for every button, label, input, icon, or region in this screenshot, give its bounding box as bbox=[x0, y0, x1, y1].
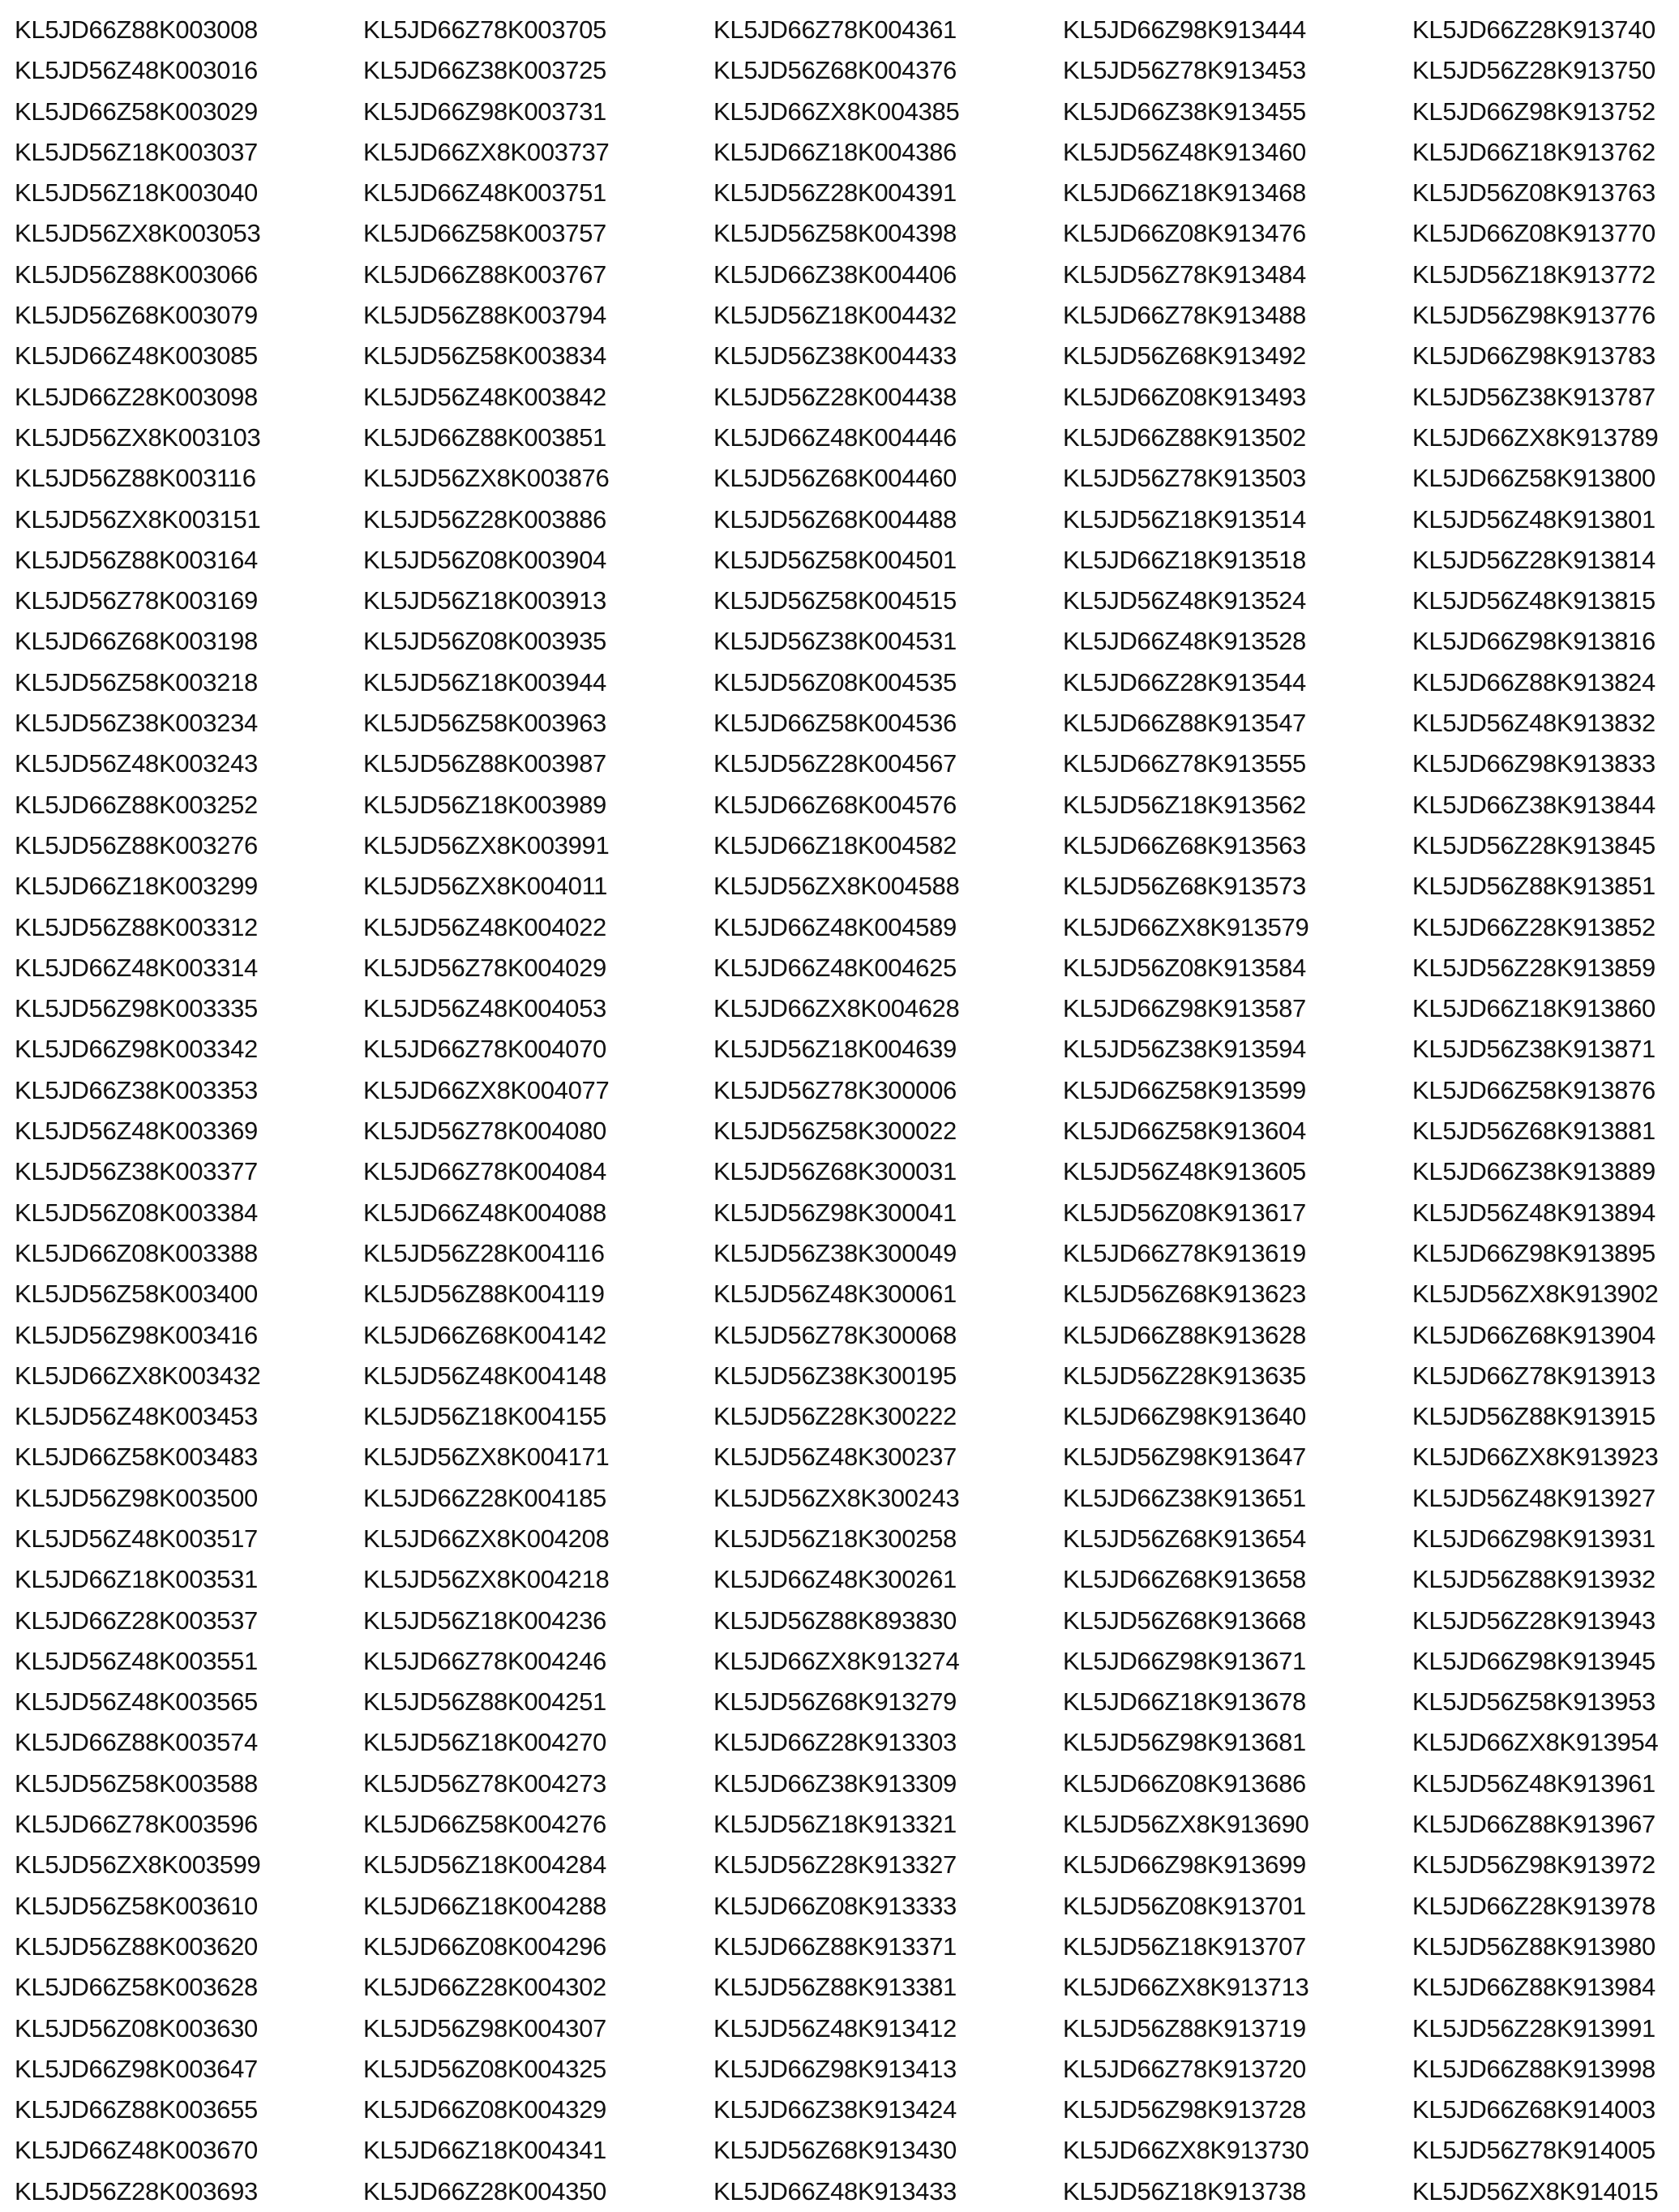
vin-entry: KL5JD56Z78K004080 bbox=[363, 1117, 606, 1146]
vin-entry: KL5JD66Z88K913502 bbox=[1063, 422, 1306, 452]
vin-entry: KL5JD66ZX8K004077 bbox=[363, 1075, 610, 1104]
vin-entry: KL5JD66Z38K003725 bbox=[363, 56, 606, 85]
vin-entry: KL5JD66Z48K003670 bbox=[15, 2136, 258, 2165]
vin-entry: KL5JD56Z38K004531 bbox=[713, 627, 957, 656]
vin-entry: KL5JD56Z88K913980 bbox=[1412, 1931, 1655, 1961]
vin-entry: KL5JD56Z28K913750 bbox=[1412, 56, 1655, 85]
vin-entry: KL5JD66Z68K913563 bbox=[1063, 830, 1306, 860]
vin-entry: KL5JD56Z78K913503 bbox=[1063, 464, 1306, 493]
vin-entry: KL5JD56Z28K913943 bbox=[1412, 1605, 1655, 1635]
vin-entry: KL5JD66Z68K004576 bbox=[713, 790, 957, 819]
vin-entry: KL5JD66Z68K003198 bbox=[15, 627, 258, 656]
vin-entry: KL5JD56Z38K003234 bbox=[15, 709, 258, 738]
vin-entry: KL5JD66ZX8K913730 bbox=[1063, 2136, 1309, 2165]
vin-entry: KL5JD56Z28K004438 bbox=[713, 382, 957, 411]
vin-entry: KL5JD66Z08K913493 bbox=[1063, 382, 1306, 411]
vin-entry: KL5JD66ZX8K913923 bbox=[1412, 1443, 1659, 1472]
vin-entry: KL5JD56Z78K004029 bbox=[363, 953, 606, 982]
vin-entry: KL5JD56Z28K913327 bbox=[713, 1850, 957, 1880]
vin-entry: KL5JD56Z98K300041 bbox=[713, 1198, 957, 1227]
vin-entry: KL5JD66ZX8K913713 bbox=[1063, 1973, 1309, 2002]
vin-entry: KL5JD56Z38K004433 bbox=[713, 341, 957, 371]
vin-entry: KL5JD56Z08K913763 bbox=[1412, 178, 1655, 208]
vin-entry: KL5JD56Z88K913851 bbox=[1412, 872, 1655, 901]
vin-entry: KL5JD56Z28K913635 bbox=[1063, 1361, 1306, 1390]
vin-entry: KL5JD56Z88K003066 bbox=[15, 259, 258, 289]
vin-entry: KL5JD66Z48K004088 bbox=[363, 1198, 606, 1227]
vin-column-2 bbox=[363, 10, 609, 2212]
vin-entry: KL5JD66Z58K003757 bbox=[363, 219, 606, 248]
vin-entry: KL5JD56Z38K300195 bbox=[713, 1361, 957, 1390]
vin-entry: KL5JD66Z08K913476 bbox=[1063, 219, 1306, 248]
vin-entry: KL5JD56ZX8K003053 bbox=[15, 219, 261, 248]
vin-entry: KL5JD56Z48K003551 bbox=[15, 1646, 258, 1675]
vin-entry: KL5JD56Z88K003987 bbox=[363, 749, 606, 778]
vin-entry: KL5JD66ZX8K003432 bbox=[15, 1361, 261, 1390]
vin-entry: KL5JD56ZX8K004171 bbox=[363, 1443, 610, 1472]
vin-entry: KL5JD56Z18K003989 bbox=[363, 790, 606, 819]
vin-entry: KL5JD66Z88K913998 bbox=[1412, 2054, 1655, 2083]
vin-entry: KL5JD66Z68K004142 bbox=[363, 1320, 606, 1349]
vin-entry: KL5JD56Z58K913953 bbox=[1412, 1687, 1655, 1717]
vin-entry: KL5JD56ZX8K003103 bbox=[15, 422, 261, 452]
vin-entry: KL5JD66Z98K913816 bbox=[1412, 627, 1655, 656]
vin-entry: KL5JD56Z58K003400 bbox=[15, 1280, 258, 1309]
vin-entry: KL5JD56Z58K003218 bbox=[15, 667, 258, 697]
vin-entry: KL5JD56Z38K300049 bbox=[713, 1238, 957, 1267]
vin-entry: KL5JD66Z38K003353 bbox=[15, 1075, 258, 1104]
vin-entry: KL5JD56Z68K913623 bbox=[1063, 1280, 1306, 1309]
vin-entry: KL5JD66Z98K913413 bbox=[713, 2054, 957, 2083]
vin-entry: KL5JD66ZX8K003737 bbox=[363, 137, 610, 166]
vin-entry: KL5JD66Z48K003751 bbox=[363, 178, 606, 208]
vin-entry: KL5JD56Z48K913927 bbox=[1412, 1483, 1655, 1512]
vin-entry: KL5JD56Z48K913801 bbox=[1412, 504, 1655, 534]
vin-entry: KL5JD66Z98K913752 bbox=[1412, 96, 1655, 126]
vin-entry: KL5JD56Z08K004535 bbox=[713, 667, 957, 697]
vin-entry: KL5JD66Z28K003537 bbox=[15, 1605, 258, 1635]
vin-entry: KL5JD66ZX8K913954 bbox=[1412, 1728, 1659, 1757]
vin-entry: KL5JD56ZX8K913902 bbox=[1412, 1280, 1659, 1309]
vin-entry: KL5JD56Z18K004270 bbox=[363, 1728, 606, 1757]
vin-entry: KL5JD56Z28K003693 bbox=[15, 2176, 258, 2206]
vin-entry: KL5JD56Z78K003169 bbox=[15, 586, 258, 615]
vin-entry: KL5JD56ZX8K003876 bbox=[363, 464, 610, 493]
vin-entry: KL5JD66Z88K913628 bbox=[1063, 1320, 1306, 1349]
vin-entry: KL5JD56Z28K913845 bbox=[1412, 830, 1655, 860]
vin-entry: KL5JD56Z88K004251 bbox=[363, 1687, 606, 1717]
vin-entry: KL5JD56Z68K913573 bbox=[1063, 872, 1306, 901]
vin-entry: KL5JD66Z48K003314 bbox=[15, 953, 258, 982]
vin-entry: KL5JD56Z98K003416 bbox=[15, 1320, 258, 1349]
vin-entry: KL5JD66Z28K913852 bbox=[1412, 912, 1655, 941]
vin-entry: KL5JD66Z28K004185 bbox=[363, 1483, 606, 1512]
vin-entry: KL5JD66Z58K003483 bbox=[15, 1443, 258, 1472]
vin-entry: KL5JD56Z98K913972 bbox=[1412, 1850, 1655, 1880]
vin-entry: KL5JD56Z78K300006 bbox=[713, 1075, 957, 1104]
vin-entry: KL5JD56ZX8K004011 bbox=[363, 872, 608, 901]
vin-entry: KL5JD56Z48K913894 bbox=[1412, 1198, 1655, 1227]
vin-entry: KL5JD56Z08K003630 bbox=[15, 2013, 258, 2043]
vin-entry: KL5JD66Z68K914003 bbox=[1412, 2095, 1655, 2124]
vin-entry: KL5JD66Z78K913720 bbox=[1063, 2054, 1306, 2083]
vin-entry: KL5JD66Z48K004625 bbox=[713, 953, 957, 982]
vin-entry: KL5JD56Z48K004053 bbox=[363, 994, 606, 1023]
vin-entry: KL5JD66Z28K913544 bbox=[1063, 667, 1306, 697]
vin-entry: KL5JD66Z58K913876 bbox=[1412, 1075, 1655, 1104]
vin-entry: KL5JD66Z58K003029 bbox=[15, 96, 258, 126]
vin-entry: KL5JD56Z58K003963 bbox=[363, 709, 606, 738]
vin-entry: KL5JD56Z08K003904 bbox=[363, 545, 606, 574]
vin-entry: KL5JD66Z98K913945 bbox=[1412, 1646, 1655, 1675]
vin-entry: KL5JD66Z28K004302 bbox=[363, 1973, 606, 2002]
vin-entry: KL5JD56Z68K913654 bbox=[1063, 1524, 1306, 1553]
vin-entry: KL5JD56Z68K004376 bbox=[713, 56, 957, 85]
vin-entry: KL5JD56Z28K913991 bbox=[1412, 2013, 1655, 2043]
vin-entry: KL5JD56Z68K913668 bbox=[1063, 1605, 1306, 1635]
vin-entry: KL5JD56Z68K913881 bbox=[1412, 1117, 1655, 1146]
vin-entry: KL5JD66Z18K913762 bbox=[1412, 137, 1655, 166]
vin-entry: KL5JD56Z18K913562 bbox=[1063, 790, 1306, 819]
vin-entry: KL5JD56Z68K004488 bbox=[713, 504, 957, 534]
vin-entry: KL5JD56Z78K914005 bbox=[1412, 2136, 1655, 2165]
vin-entry: KL5JD56Z68K913492 bbox=[1063, 341, 1306, 371]
vin-entry: KL5JD56Z38K913871 bbox=[1412, 1035, 1655, 1064]
vin-entry: KL5JD66Z48K003085 bbox=[15, 341, 258, 371]
vin-entry: KL5JD56Z88K003794 bbox=[363, 301, 606, 330]
vin-entry: KL5JD56Z08K003384 bbox=[15, 1198, 258, 1227]
vin-entry: KL5JD56Z18K913772 bbox=[1412, 259, 1655, 289]
vin-entry: KL5JD66Z78K003596 bbox=[15, 1810, 258, 1839]
vin-entry: KL5JD56Z28K004116 bbox=[363, 1238, 605, 1267]
vin-entry: KL5JD66Z98K003731 bbox=[363, 96, 606, 126]
vin-entry: KL5JD56Z98K913776 bbox=[1412, 301, 1655, 330]
vin-entry: KL5JD56Z78K913484 bbox=[1063, 259, 1306, 289]
vin-entry: KL5JD66Z38K913889 bbox=[1412, 1157, 1655, 1186]
vin-entry: KL5JD66Z88K913824 bbox=[1412, 667, 1655, 697]
vin-entry: KL5JD56Z68K004460 bbox=[713, 464, 957, 493]
vin-entry: KL5JD66Z78K003705 bbox=[363, 15, 606, 44]
vin-entry: KL5JD56Z98K913728 bbox=[1063, 2095, 1306, 2124]
vin-entry: KL5JD56Z88K913381 bbox=[713, 1973, 957, 2002]
vin-entry: KL5JD56Z38K913787 bbox=[1412, 382, 1655, 411]
vin-entry: KL5JD56Z88K913915 bbox=[1412, 1402, 1655, 1431]
vin-entry: KL5JD56Z18K003040 bbox=[15, 178, 258, 208]
vin-entry: KL5JD66Z88K003655 bbox=[15, 2095, 258, 2124]
vin-entry: KL5JD56Z38K913594 bbox=[1063, 1035, 1306, 1064]
vin-entry: KL5JD56Z28K300222 bbox=[713, 1402, 957, 1431]
vin-entry: KL5JD56Z68K913430 bbox=[713, 2136, 957, 2165]
vin-entry: KL5JD56ZX8K914015 bbox=[1412, 2176, 1659, 2206]
vin-entry: KL5JD66Z08K913770 bbox=[1412, 219, 1655, 248]
vin-entry: KL5JD66Z38K913844 bbox=[1412, 790, 1655, 819]
vin-entry: KL5JD66ZX8K913579 bbox=[1063, 912, 1309, 941]
vin-entry: KL5JD66Z98K913833 bbox=[1412, 749, 1655, 778]
vin-entry: KL5JD56Z18K004639 bbox=[713, 1035, 957, 1064]
vin-entry: KL5JD66Z68K913658 bbox=[1063, 1565, 1306, 1594]
vin-entry: KL5JD66Z78K913619 bbox=[1063, 1238, 1306, 1267]
vin-entry: KL5JD56Z18K004236 bbox=[363, 1605, 606, 1635]
vin-entry: KL5JD56Z18K004155 bbox=[363, 1402, 606, 1431]
vin-entry: KL5JD56ZX8K300243 bbox=[713, 1483, 960, 1512]
vin-entry: KL5JD56Z08K003935 bbox=[363, 627, 606, 656]
vin-entry: KL5JD66ZX8K004628 bbox=[713, 994, 960, 1023]
vin-entry: KL5JD66Z18K004341 bbox=[363, 2136, 606, 2165]
vin-entry: KL5JD56Z78K300068 bbox=[713, 1320, 957, 1349]
vin-entry: KL5JD56Z48K003243 bbox=[15, 749, 258, 778]
vin-entry: KL5JD56Z98K003335 bbox=[15, 994, 258, 1023]
vin-entry: KL5JD56Z88K003116 bbox=[15, 464, 256, 493]
vin-entry: KL5JD66Z28K913740 bbox=[1412, 15, 1655, 44]
vin-entry: KL5JD66Z08K004329 bbox=[363, 2095, 606, 2124]
vin-entry: KL5JD56Z48K004022 bbox=[363, 912, 606, 941]
vin-entry: KL5JD66Z48K004446 bbox=[713, 422, 957, 452]
vin-column-5 bbox=[1412, 10, 1658, 2212]
vin-entry: KL5JD56Z88K003312 bbox=[15, 912, 258, 941]
vin-column-1 bbox=[15, 10, 260, 2212]
vin-entry: KL5JD56Z18K003944 bbox=[363, 667, 606, 697]
vin-entry: KL5JD56Z48K913832 bbox=[1412, 709, 1655, 738]
vin-entry: KL5JD56ZX8K913690 bbox=[1063, 1810, 1309, 1839]
vin-entry: KL5JD66Z58K913604 bbox=[1063, 1117, 1306, 1146]
vin-entry: KL5JD66Z18K913678 bbox=[1063, 1687, 1306, 1717]
vin-entry: KL5JD66Z18K004288 bbox=[363, 1891, 606, 1920]
vin-entry: KL5JD56Z48K913815 bbox=[1412, 586, 1655, 615]
vin-entry: KL5JD66Z48K300261 bbox=[713, 1565, 957, 1594]
vin-entry: KL5JD66Z78K004084 bbox=[363, 1157, 606, 1186]
vin-entry: KL5JD66Z18K003299 bbox=[15, 872, 258, 901]
vin-entry: KL5JD56Z48K300061 bbox=[713, 1280, 957, 1309]
vin-entry: KL5JD66Z18K913468 bbox=[1063, 178, 1306, 208]
vin-entry: KL5JD66Z28K003098 bbox=[15, 382, 258, 411]
vin-entry: KL5JD56Z48K003016 bbox=[15, 56, 258, 85]
vin-entry: KL5JD56Z48K913524 bbox=[1063, 586, 1306, 615]
vin-entry: KL5JD66Z98K913587 bbox=[1063, 994, 1306, 1023]
vin-entry: KL5JD66Z48K004589 bbox=[713, 912, 957, 941]
vin-entry: KL5JD66Z78K004070 bbox=[363, 1035, 606, 1064]
vin-entry: KL5JD56Z08K913617 bbox=[1063, 1198, 1306, 1227]
vin-entry: KL5JD56Z78K913453 bbox=[1063, 56, 1306, 85]
vin-entry: KL5JD56Z88K003276 bbox=[15, 830, 258, 860]
vin-entry: KL5JD66Z58K004536 bbox=[713, 709, 957, 738]
vin-entry: KL5JD66Z98K913931 bbox=[1412, 1524, 1655, 1553]
vin-entry: KL5JD56Z48K300237 bbox=[713, 1443, 957, 1472]
vin-entry: KL5JD66Z88K913371 bbox=[713, 1931, 957, 1961]
vin-entry: KL5JD66Z38K913651 bbox=[1063, 1483, 1306, 1512]
vin-entry: KL5JD66Z38K913424 bbox=[713, 2095, 957, 2124]
vin-entry: KL5JD56Z68K300031 bbox=[713, 1157, 957, 1186]
vin-entry: KL5JD56Z28K913814 bbox=[1412, 545, 1655, 574]
vin-entry: KL5JD56Z28K004567 bbox=[713, 749, 957, 778]
vin-entry: KL5JD66Z98K003647 bbox=[15, 2054, 258, 2083]
vin-entry: KL5JD56Z98K004307 bbox=[363, 2013, 606, 2043]
vin-entry: KL5JD66Z78K913488 bbox=[1063, 301, 1306, 330]
vin-entry: KL5JD56Z88K003164 bbox=[15, 545, 258, 574]
vin-entry: KL5JD56Z18K913321 bbox=[713, 1810, 957, 1839]
vin-entry: KL5JD56Z18K004284 bbox=[363, 1850, 606, 1880]
vin-entry: KL5JD66Z98K913895 bbox=[1412, 1238, 1655, 1267]
vin-entry: KL5JD56Z98K913647 bbox=[1063, 1443, 1306, 1472]
vin-entry: KL5JD56Z88K003620 bbox=[15, 1931, 258, 1961]
vin-entry: KL5JD66Z18K004582 bbox=[713, 830, 957, 860]
vin-entry: KL5JD56Z98K003500 bbox=[15, 1483, 258, 1512]
vin-entry: KL5JD56Z18K300258 bbox=[713, 1524, 957, 1553]
vin-entry: KL5JD56ZX8K003599 bbox=[15, 1850, 261, 1880]
vin-entry: KL5JD56Z08K913584 bbox=[1063, 953, 1306, 982]
vin-entry: KL5JD56Z88K004119 bbox=[363, 1280, 605, 1309]
vin-entry: KL5JD56Z28K913859 bbox=[1412, 953, 1655, 982]
vin-entry: KL5JD66Z98K913640 bbox=[1063, 1402, 1306, 1431]
vin-entry: KL5JD56Z18K913707 bbox=[1063, 1931, 1306, 1961]
vin-entry: KL5JD66Z98K913699 bbox=[1063, 1850, 1306, 1880]
vin-entry: KL5JD66Z28K004350 bbox=[363, 2176, 606, 2206]
vin-entry: KL5JD66Z38K004406 bbox=[713, 259, 957, 289]
vin-entry: KL5JD56ZX8K003991 bbox=[363, 830, 610, 860]
vin-entry: KL5JD66Z38K913309 bbox=[713, 1768, 957, 1798]
vin-entry: KL5JD66Z18K004386 bbox=[713, 137, 957, 166]
vin-entry: KL5JD56Z48K913412 bbox=[713, 2013, 957, 2043]
vin-entry: KL5JD66ZX8K913789 bbox=[1412, 422, 1659, 452]
vin-entry: KL5JD56Z48K004148 bbox=[363, 1361, 606, 1390]
vin-entry: KL5JD66Z78K913913 bbox=[1412, 1361, 1655, 1390]
vin-entry: KL5JD56Z58K004501 bbox=[713, 545, 957, 574]
vin-entry: KL5JD56Z58K004515 bbox=[713, 586, 957, 615]
vin-entry: KL5JD56Z18K003037 bbox=[15, 137, 258, 166]
vin-entry: KL5JD66Z78K004361 bbox=[713, 15, 957, 44]
vin-entry: KL5JD66Z88K003574 bbox=[15, 1728, 258, 1757]
vin-entry: KL5JD66Z08K003388 bbox=[15, 1238, 258, 1267]
vin-entry: KL5JD66Z98K003342 bbox=[15, 1035, 258, 1064]
vin-entry: KL5JD66Z48K913433 bbox=[713, 2176, 957, 2206]
vin-entry: KL5JD56Z48K003842 bbox=[363, 382, 606, 411]
vin-entry: KL5JD56Z58K004398 bbox=[713, 219, 957, 248]
vin-entry: KL5JD56Z18K004432 bbox=[713, 301, 957, 330]
vin-entry: KL5JD56Z48K913460 bbox=[1063, 137, 1306, 166]
vin-entry: KL5JD66Z28K913978 bbox=[1412, 1891, 1655, 1920]
vin-entry: KL5JD66ZX8K004385 bbox=[713, 96, 960, 126]
vin-entry: KL5JD66Z18K913860 bbox=[1412, 994, 1655, 1023]
vin-entry: KL5JD56ZX8K003151 bbox=[15, 504, 261, 534]
vin-entry: KL5JD56Z58K003834 bbox=[363, 341, 606, 371]
vin-entry: KL5JD56Z88K913932 bbox=[1412, 1565, 1655, 1594]
vin-entry: KL5JD56Z48K003369 bbox=[15, 1117, 258, 1146]
vin-entry: KL5JD56Z28K003886 bbox=[363, 504, 606, 534]
vin-column-4 bbox=[1063, 10, 1309, 2212]
vin-entry: KL5JD56Z08K004325 bbox=[363, 2054, 606, 2083]
vin-entry: KL5JD56Z18K913738 bbox=[1063, 2176, 1306, 2206]
vin-entry: KL5JD56Z08K913701 bbox=[1063, 1891, 1306, 1920]
vin-entry: KL5JD66Z78K004246 bbox=[363, 1646, 606, 1675]
vin-entry: KL5JD56Z38K003377 bbox=[15, 1157, 258, 1186]
vin-entry: KL5JD56Z98K913681 bbox=[1063, 1728, 1306, 1757]
vin-entry: KL5JD66ZX8K913274 bbox=[713, 1646, 960, 1675]
vin-entry: KL5JD56Z48K913961 bbox=[1412, 1768, 1655, 1798]
vin-entry: KL5JD66Z58K913599 bbox=[1063, 1075, 1306, 1104]
vin-entry: KL5JD56ZX8K004588 bbox=[713, 872, 960, 901]
vin-entry: KL5JD56Z28K004391 bbox=[713, 178, 957, 208]
vin-entry: KL5JD56Z58K300022 bbox=[713, 1117, 957, 1146]
vin-entry: KL5JD66Z98K913783 bbox=[1412, 341, 1655, 371]
vin-entry: KL5JD66Z08K913686 bbox=[1063, 1768, 1306, 1798]
vin-entry: KL5JD66Z88K003851 bbox=[363, 422, 606, 452]
vin-column-3 bbox=[713, 10, 959, 2212]
vin-entry: KL5JD66Z88K913984 bbox=[1412, 1973, 1655, 2002]
vin-entry: KL5JD66Z48K913528 bbox=[1063, 627, 1306, 656]
vin-entry: KL5JD66Z08K913333 bbox=[713, 1891, 957, 1920]
vin-entry: KL5JD66Z58K004276 bbox=[363, 1810, 606, 1839]
vin-entry: KL5JD66Z58K003628 bbox=[15, 1973, 258, 2002]
vin-entry: KL5JD56Z88K913719 bbox=[1063, 2013, 1306, 2043]
vin-entry: KL5JD66Z88K913547 bbox=[1063, 709, 1306, 738]
vin-entry: KL5JD66Z38K913455 bbox=[1063, 96, 1306, 126]
vin-entry: KL5JD66Z88K003252 bbox=[15, 790, 258, 819]
vin-entry: KL5JD56Z68K913279 bbox=[713, 1687, 957, 1717]
vin-entry: KL5JD56Z48K003453 bbox=[15, 1402, 258, 1431]
vin-entry: KL5JD66Z88K003008 bbox=[15, 15, 258, 44]
vin-entry: KL5JD66Z18K913518 bbox=[1063, 545, 1306, 574]
vin-entry: KL5JD56Z18K003913 bbox=[363, 586, 606, 615]
vin-entry: KL5JD56Z68K003079 bbox=[15, 301, 258, 330]
vin-entry: KL5JD66Z08K004296 bbox=[363, 1931, 606, 1961]
vin-entry: KL5JD56Z78K004273 bbox=[363, 1768, 606, 1798]
vin-entry: KL5JD66Z28K913303 bbox=[713, 1728, 957, 1757]
vin-entry: KL5JD56Z48K913605 bbox=[1063, 1157, 1306, 1186]
vin-entry: KL5JD66Z58K913800 bbox=[1412, 464, 1655, 493]
vin-entry: KL5JD56Z58K003588 bbox=[15, 1768, 258, 1798]
vin-entry: KL5JD56Z48K003517 bbox=[15, 1524, 258, 1553]
vin-entry: KL5JD66Z68K913904 bbox=[1412, 1320, 1655, 1349]
vin-entry: KL5JD66Z98K913671 bbox=[1063, 1646, 1306, 1675]
vin-entry: KL5JD56Z58K003610 bbox=[15, 1891, 258, 1920]
vin-entry: KL5JD56Z18K913514 bbox=[1063, 504, 1306, 534]
vin-entry: KL5JD56Z88K893830 bbox=[713, 1605, 957, 1635]
vin-entry: KL5JD66Z98K913444 bbox=[1063, 15, 1306, 44]
vin-entry: KL5JD66ZX8K004208 bbox=[363, 1524, 610, 1553]
vin-entry: KL5JD66Z88K913967 bbox=[1412, 1810, 1655, 1839]
vin-entry: KL5JD56Z48K003565 bbox=[15, 1687, 258, 1717]
vin-entry: KL5JD66Z78K913555 bbox=[1063, 749, 1306, 778]
vin-entry: KL5JD66Z18K003531 bbox=[15, 1565, 258, 1594]
vin-entry: KL5JD66Z88K003767 bbox=[363, 259, 606, 289]
vin-entry: KL5JD56ZX8K004218 bbox=[363, 1565, 610, 1594]
